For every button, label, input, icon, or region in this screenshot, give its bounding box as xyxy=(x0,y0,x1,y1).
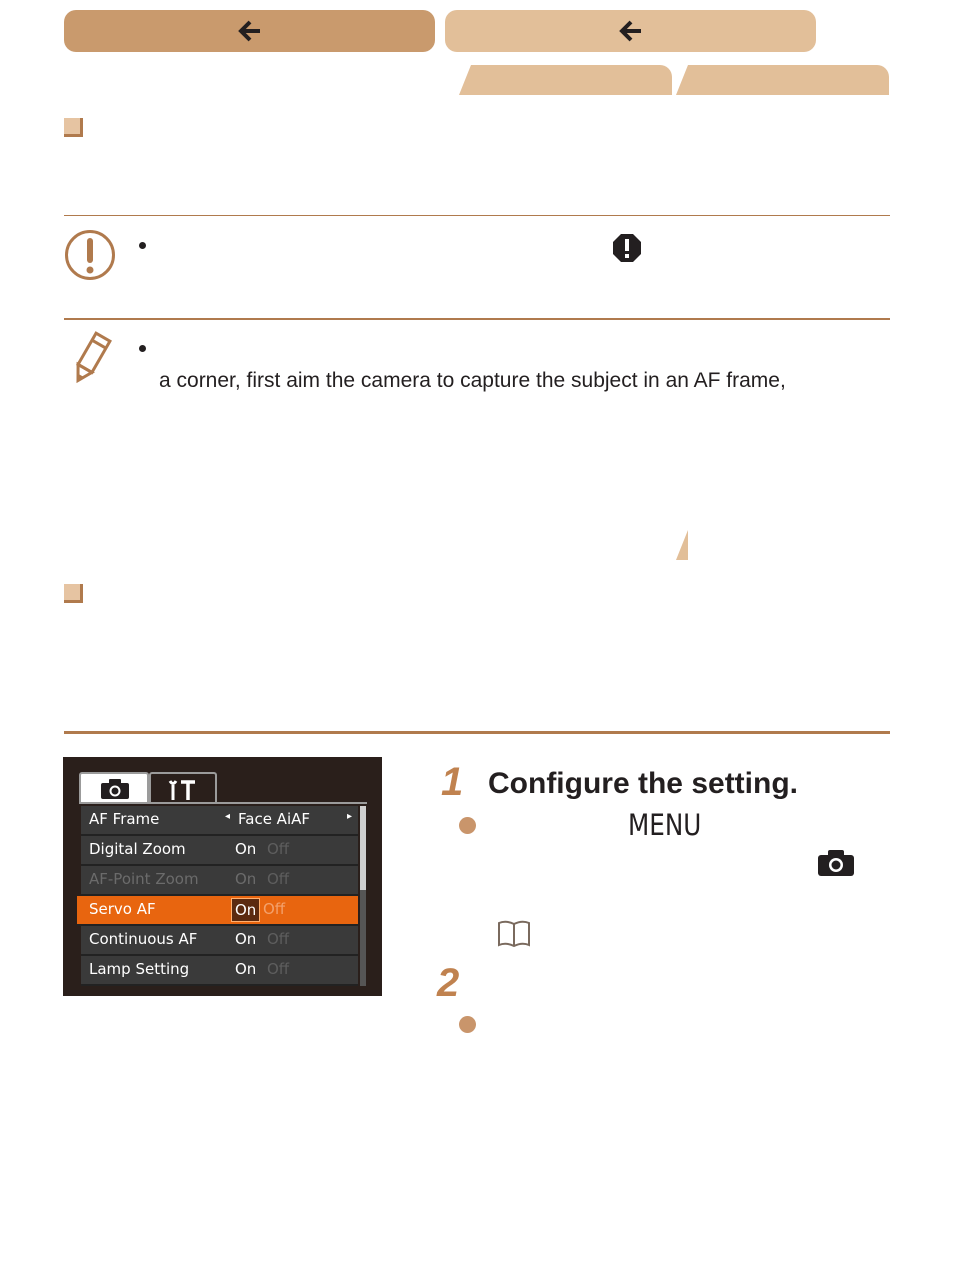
option-off: Off xyxy=(267,840,290,858)
option-off: Off xyxy=(267,960,290,978)
menu-row-continuous-af[interactable] xyxy=(81,926,358,956)
option-off: Off xyxy=(263,900,286,918)
divider xyxy=(64,731,890,734)
option-off: Off xyxy=(267,930,290,948)
pencil-icon xyxy=(66,330,116,386)
bullet xyxy=(459,1016,476,1033)
divider xyxy=(64,318,890,320)
menu-panel-border xyxy=(79,802,367,804)
menu-row-servo-af[interactable] xyxy=(77,896,358,926)
menu-row-af-frame[interactable] xyxy=(81,806,358,836)
chevron-left-icon: ◂ xyxy=(225,811,231,822)
menu-row-label: Lamp Setting xyxy=(89,960,190,978)
menu-row-af-point-zoom xyxy=(81,866,358,896)
arrow-left-icon xyxy=(238,20,262,42)
mode-tab-1[interactable] xyxy=(471,65,672,95)
step-number: 2 xyxy=(437,961,460,1005)
option-on: On xyxy=(235,870,257,888)
menu-row-label: AF-Point Zoom xyxy=(89,870,199,888)
option-on: On xyxy=(235,840,257,858)
menu-row-value: Face AiAF xyxy=(238,810,311,828)
chevron-right-icon: ▸ xyxy=(347,811,353,822)
bullet xyxy=(139,242,146,249)
nav-return-button[interactable] xyxy=(445,10,816,52)
menu-row-label: Continuous AF xyxy=(89,930,198,948)
warning-octagon-icon xyxy=(612,233,642,263)
menu-row-label: Digital Zoom xyxy=(89,840,186,858)
menu-button-label: MENU xyxy=(628,808,702,842)
caution-icon xyxy=(64,229,116,281)
bullet xyxy=(139,345,146,352)
scrollbar-thumb[interactable] xyxy=(360,806,366,890)
menu-tab-shooting[interactable] xyxy=(79,772,149,804)
nav-back-button[interactable] xyxy=(64,10,435,52)
camera-icon xyxy=(100,778,130,800)
mode-tab-2[interactable] xyxy=(688,65,889,95)
section-marker xyxy=(64,584,83,603)
menu-row-label: AF Frame xyxy=(89,810,160,828)
camera-icon xyxy=(817,849,855,877)
menu-row-lamp-setting[interactable] xyxy=(81,956,358,986)
menu-tab-setup[interactable] xyxy=(149,772,217,804)
arrow-left-icon xyxy=(619,20,643,42)
menu-row-label: Servo AF xyxy=(89,900,156,918)
note-text: a corner, first aim the camera to capture the subject in an AF frame, xyxy=(159,369,786,392)
divider xyxy=(64,215,890,216)
option-on: On xyxy=(235,960,257,978)
bullet xyxy=(459,817,476,834)
wrench-tools-icon xyxy=(167,779,199,801)
camera-menu-screen xyxy=(63,757,382,996)
option-off: Off xyxy=(267,870,290,888)
book-icon xyxy=(496,919,532,949)
section-marker xyxy=(64,118,83,137)
option-on: On xyxy=(235,930,257,948)
option-on-selected: On xyxy=(231,898,260,922)
step-title: Configure the setting. xyxy=(488,767,798,800)
menu-row-digital-zoom[interactable] xyxy=(81,836,358,866)
step-number: 1 xyxy=(441,760,464,804)
